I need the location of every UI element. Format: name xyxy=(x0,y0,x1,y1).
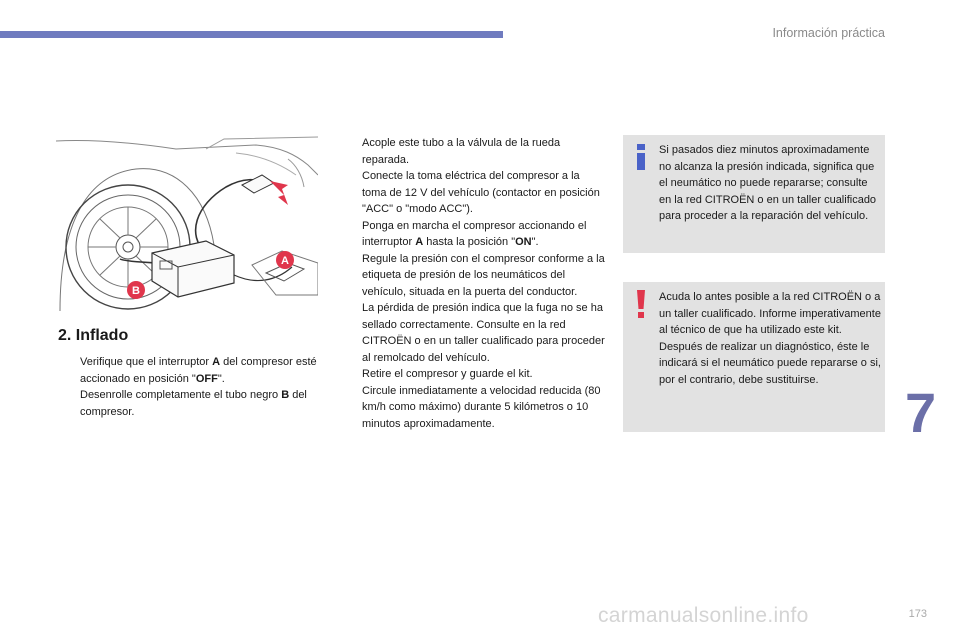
section-title: Información práctica xyxy=(772,26,885,40)
svg-text:B: B xyxy=(132,285,140,297)
page-number: 173 xyxy=(908,608,927,620)
step-text: Verifique que el interruptor xyxy=(80,356,213,368)
warning-box xyxy=(623,282,885,432)
step-text: hasta la posición " xyxy=(423,236,516,248)
step-item xyxy=(340,218,605,251)
step-bold-text: B xyxy=(281,389,290,401)
car-wheel-compressor-illustration xyxy=(56,135,318,311)
watermark: carmanualsonline.info xyxy=(598,604,809,627)
section-heading: 2. Inflado xyxy=(58,327,129,344)
step-text: ". xyxy=(531,236,539,248)
steps-list-left xyxy=(58,354,320,420)
step-text: Conecte la toma eléctrica del compresor a la toma de 12 V del vehículo (contactor en posición "ACC" o "modo ACC"). xyxy=(362,170,600,215)
step-text: Circule inmediatamente a velocidad reducida (80 km/h como máximo) durante 5 kilómetros o 10 minutos aproximadamente. xyxy=(362,384,601,430)
info-icon xyxy=(634,144,648,170)
warning-box-text: Acuda lo antes posible a la red CITROËN o a un taller cualificado. Informe imperativamente al técnico de que ha utilizado este kit. Después de realizar un diagnóstico, éste le indicará si el neumático puede repararse o si, por el contrario, debe sustituirse. xyxy=(659,291,881,386)
step-text: Acople este tubo a la válvula de la rueda reparada. xyxy=(362,137,561,166)
step-item xyxy=(58,354,320,387)
step-text: ". xyxy=(217,372,225,385)
step-bold-text: ON xyxy=(515,236,532,248)
step-item xyxy=(340,366,605,383)
step-text: Retire el compresor y guarde el kit. xyxy=(362,368,533,380)
step-item xyxy=(340,383,605,433)
step-text: Regule la presión con el compresor conforme a la etiqueta de presión de los neumáticos del vehículo, situada en la puerta del conductor. xyxy=(362,252,605,298)
step-text: del compresor. xyxy=(80,389,307,418)
info-box xyxy=(623,135,885,253)
step-bold-text: OFF xyxy=(195,372,218,385)
step-bold-text: A xyxy=(212,356,221,368)
label-a-marker xyxy=(276,251,294,269)
step-item xyxy=(58,387,320,420)
step-item xyxy=(340,251,605,367)
header-accent-bar xyxy=(0,31,503,38)
label-b-marker xyxy=(127,281,145,299)
step-text: del compresor esté accionado en posición " xyxy=(80,356,317,385)
info-box-text: Si pasados diez minutos aproximadamente no alcanza la presión indicada, significa que el neumático no puede repararse; consulte en la red CITROËN o en un taller cualificado para proceder a la reparación del vehículo. xyxy=(659,144,877,222)
step-item xyxy=(340,168,605,218)
step-item xyxy=(340,135,605,168)
step-text: Desenrolle completamente el tubo negro xyxy=(80,389,282,401)
warning-icon xyxy=(634,290,648,318)
step-note: La pérdida de presión indica que la fuga no se ha sellado correctamente. Consulte en la red CITROËN o en un taller cualificado para proceder al remolcado del vehículo. xyxy=(362,302,605,364)
svg-text:A: A xyxy=(281,255,289,267)
step-bold-text: A xyxy=(415,236,424,248)
steps-list-right xyxy=(340,135,605,432)
chapter-number: 7 xyxy=(905,381,937,444)
step-text: Ponga en marcha el compresor accionando el interruptor xyxy=(362,219,587,248)
